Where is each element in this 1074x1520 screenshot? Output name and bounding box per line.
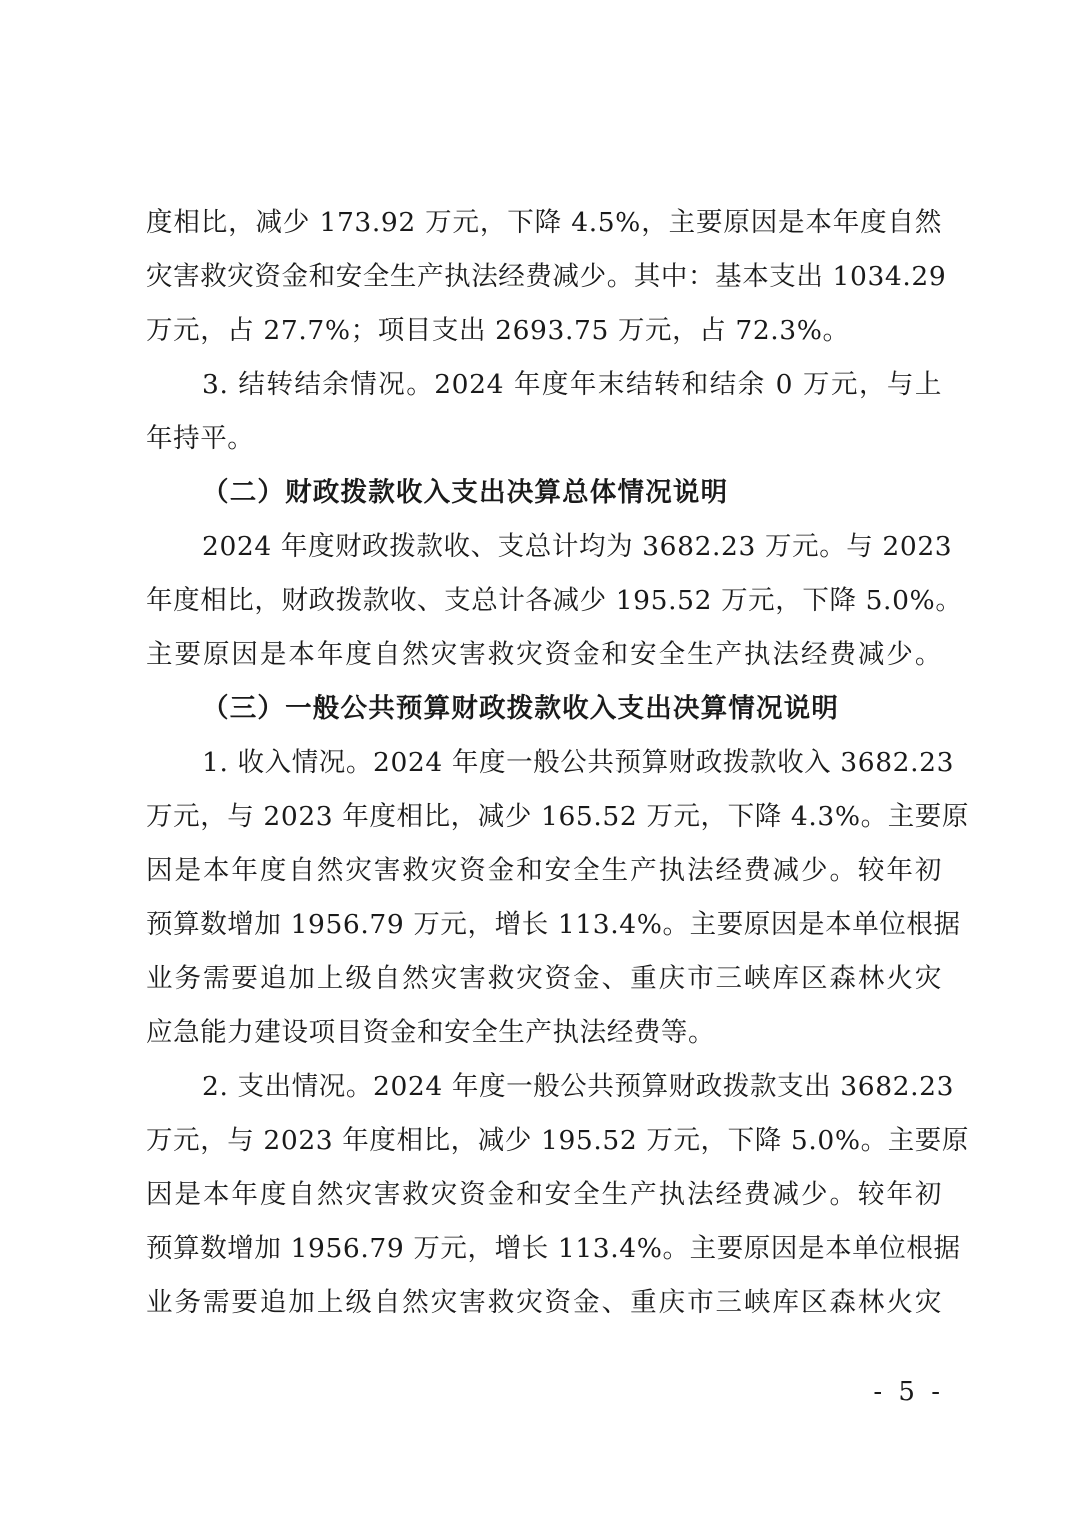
paragraph-line: 万元，与 2023 年度相比，减少 195.52 万元，下降 5.0%。主要原 [146,1125,970,1156]
paragraph-line: 度相比，减少 173.92 万元，下降 4.5%，主要原因是本年度自然 [146,207,942,238]
section-heading: （二）财政拨款收入支出决算总体情况说明 [202,477,729,508]
paragraph-line: 万元，占 27.7%；项目支出 2693.75 万元，占 72.3%。 [146,315,850,346]
paragraph-line: 业务需要追加上级自然灾害救灾资金、重庆市三峡库区森林火灾 [146,1287,942,1318]
paragraph-line: 2. 支出情况。2024 年度一般公共预算财政拨款支出 3682.23 [202,1071,955,1102]
paragraph-line: 预算数增加 1956.79 万元，增长 113.4%。主要原因是本单位根据 [146,1233,961,1264]
paragraph-line: 年持平。 [146,423,255,454]
paragraph-line: 年度相比，财政拨款收、支总计各减少 195.52 万元，下降 5.0%。 [146,585,963,616]
paragraph-line: 业务需要追加上级自然灾害救灾资金、重庆市三峡库区森林火灾 [146,963,942,994]
body-text [146,196,970,1330]
paragraph-line: 应急能力建设项目资金和安全生产执法经费等。 [146,1017,716,1048]
paragraph-line: 1. 收入情况。2024 年度一般公共预算财政拨款收入 3682.23 [202,747,955,778]
paragraph-line: 万元，与 2023 年度相比，减少 165.52 万元，下降 4.3%。主要原 [146,801,970,832]
paragraph-line: 灾害救灾资金和安全生产执法经费减少。其中：基本支出 1034.29 [146,261,947,292]
paragraph-line: 因是本年度自然灾害救灾资金和安全生产执法经费减少。较年初 [146,855,942,886]
paragraph-line: 3. 结转结余情况。2024 年度年末结转和结余 0 万元，与上 [202,369,942,400]
paragraph-line: 2024 年度财政拨款收、支总计均为 3682.23 万元。与 2023 [202,531,953,562]
paragraph-line: 主要原因是本年度自然灾害救灾资金和安全生产执法经费减少。 [146,639,942,670]
paragraph-line: 预算数增加 1956.79 万元，增长 113.4%。主要原因是本单位根据 [146,909,961,940]
section-heading: （三）一般公共预算财政拨款收入支出决算情况说明 [202,693,840,724]
paragraph-line: 因是本年度自然灾害救灾资金和安全生产执法经费减少。较年初 [146,1179,942,1210]
page-number: - 5 - [873,1377,944,1407]
